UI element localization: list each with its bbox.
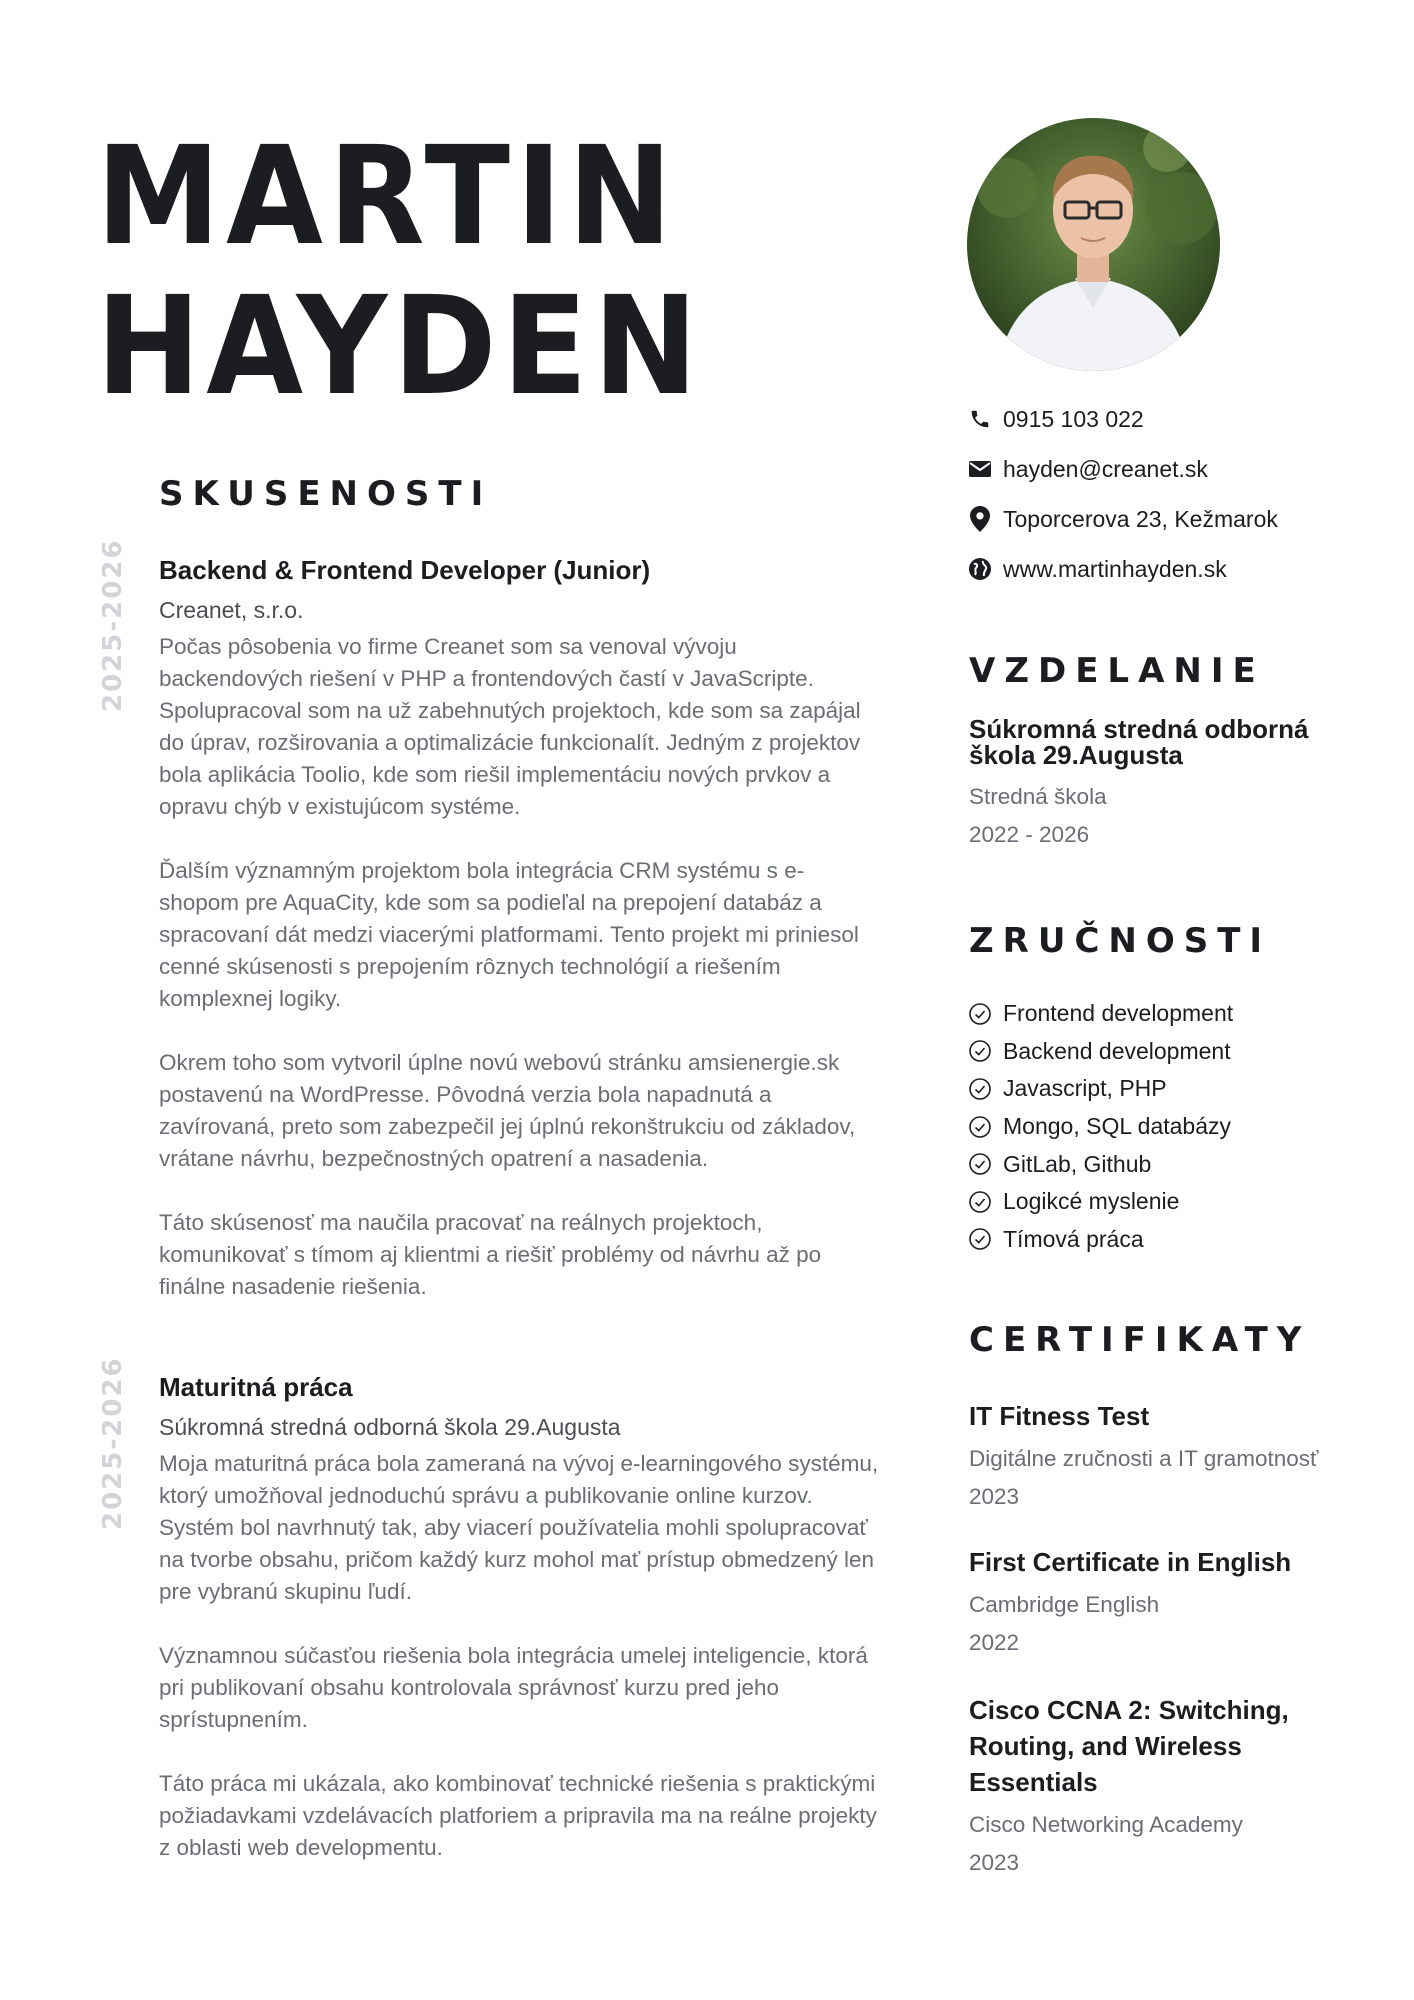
contact-email[interactable] xyxy=(967,444,1278,494)
job-years-1: 2025-2026 xyxy=(98,538,128,712)
certificate-year: 2023 xyxy=(969,1484,1020,1509)
certificate-title: Cisco CCNA 2: Switching, Routing, and Wireless Essentials xyxy=(969,1695,1289,1797)
email-address: hayden@creanet.sk xyxy=(1003,455,1208,482)
job-title: Maturitná práca xyxy=(159,1372,353,1402)
job-organization: Súkromná stredná odborná škola 29.Augusta xyxy=(159,1414,621,1440)
certificate-item xyxy=(969,1402,1369,1516)
job-description: Počas pôsobenia vo firme Creanet som sa venoval vývoju backendových riešení v PHP a frontendových častí v JavaScripte. Spolupracoval som na už zabehnutých projektoch, kde som sa zapájal do úprav, rozširovania a optimalizácie funkcionalít. Jedným z projektov bola aplikácia Toolio, kde som riešil implementáciu nových prvkov a opravu chýb v existujúcom systéme. xyxy=(159,634,861,819)
list-item xyxy=(967,1183,1233,1221)
first-name: MARTIN xyxy=(96,118,678,276)
certificate-year: 2022 xyxy=(969,1630,1020,1655)
phone-icon xyxy=(967,406,993,432)
certificate-title: First Certificate in English xyxy=(969,1547,1292,1577)
job-description: Táto práca mi ukázala, ako kombinovať technické riešenia s praktickými požiadavkami vzdelávacích platforiem a pripravila ma na reálne projekty z oblasti web developmentu. xyxy=(159,1771,877,1860)
person-name xyxy=(96,118,704,426)
contact-website[interactable] xyxy=(967,544,1278,594)
check-circle-icon xyxy=(967,1151,993,1177)
certificate-item xyxy=(969,1548,1369,1662)
list-item xyxy=(967,1221,1233,1259)
skill-label: Tímová práca xyxy=(1003,1225,1144,1252)
certificate-issuer: Cisco Networking Academy xyxy=(969,1812,1243,1837)
list-item xyxy=(967,1070,1233,1108)
list-item xyxy=(967,1033,1233,1071)
education-years: 2022 - 2026 xyxy=(969,822,1090,847)
job-years-2: 2025-2026 xyxy=(98,1356,128,1530)
list-item xyxy=(967,1108,1233,1146)
certificate-year: 2023 xyxy=(969,1850,1020,1875)
job-description: Ďalším významným projektom bola integrácia CRM systému s e-shopom pre AquaCity, kde som sa podieľal na prepojení databáz a spracovaní dát medzi viacerými platformami. Tento projekt mi priniesol cenné skúsenosti s prepojením rôznych technológií a riešením komplexnej logiky. xyxy=(159,858,859,1011)
check-circle-icon xyxy=(967,1189,993,1215)
address: Toporcerova 23, Kežmarok xyxy=(1003,505,1278,532)
website-url: www.martinhayden.sk xyxy=(1003,555,1227,582)
certificate-item xyxy=(969,1692,1349,1882)
check-circle-icon xyxy=(967,1114,993,1140)
skill-label: Javascript, PHP xyxy=(1003,1075,1167,1102)
phone-number: 0915 103 022 xyxy=(1003,405,1144,432)
last-name: HAYDEN xyxy=(96,268,704,426)
experience-item xyxy=(159,1370,879,1864)
skill-label: Mongo, SQL databázy xyxy=(1003,1113,1232,1140)
list-item xyxy=(967,1145,1233,1183)
profile-photo xyxy=(967,118,1220,371)
school-type: Stredná škola xyxy=(969,784,1107,809)
skill-label: Backend development xyxy=(1003,1037,1231,1064)
skill-label: Frontend development xyxy=(1003,1000,1234,1027)
mail-icon xyxy=(967,456,993,482)
job-description: Moja maturitná práca bola zameraná na vývoj e-learningového systému, ktorý umožňoval jednoduchú správu a publikovanie online kurzov. Systém bol navrhnutý tak, aby viacerí používatelia mohli spolupracovať na tvorbe obsahu, pričom každý kurz mohol mať prístup obmedzený len pre vybranú skupinu ľudí. xyxy=(159,1451,879,1604)
education-item xyxy=(969,716,1369,854)
certificate-issuer: Digitálne zručnosti a IT gramotnosť xyxy=(969,1446,1319,1471)
check-circle-icon xyxy=(967,1001,993,1027)
list-item xyxy=(967,995,1233,1033)
certificate-issuer: Cambridge English xyxy=(969,1592,1160,1617)
experience-item xyxy=(159,553,879,1303)
contact-list xyxy=(967,394,1278,594)
skill-label: Logikcé myslenie xyxy=(1003,1188,1180,1215)
skills-list xyxy=(967,995,1233,1258)
check-circle-icon xyxy=(967,1076,993,1102)
job-description: Významnou súčasťou riešenia bola integrácia umelej inteligencie, ktorá pri publikovaní obsahu kontrolovala správnosť kurzu pred jeho sprístupnením. xyxy=(159,1643,868,1732)
certificate-title: IT Fitness Test xyxy=(969,1401,1150,1431)
skill-label: GitLab, Github xyxy=(1003,1150,1152,1177)
certificates-heading: CERTIFIKATY xyxy=(969,1320,1311,1360)
globe-icon xyxy=(967,556,993,582)
job-organization: Creanet, s.r.o. xyxy=(159,597,304,623)
contact-phone[interactable] xyxy=(967,394,1278,444)
check-circle-icon xyxy=(967,1038,993,1064)
check-circle-icon xyxy=(967,1226,993,1252)
job-description: Okrem toho som vytvoril úplne novú webovú stránku amsienergie.sk postavenú na WordPresse. Pôvodná verzia bola napadnutá a zavírovaná, preto som zabezpečil jej úplnú rekonštrukciu od základov, vrátane návrhu, bezpečnostných opatrení a nasadenia. xyxy=(159,1050,856,1171)
skills-heading: ZRUČNOSTI xyxy=(969,921,1272,961)
school-name: Súkromná stredná odborná škola 29.Augusta xyxy=(969,714,1309,770)
job-description: Táto skúsenosť ma naučila pracovať na reálnych projektoch, komunikovať s tímom aj klientmi a riešiť problémy od návrhu až po finálne nasadenie riešenia. xyxy=(159,1210,822,1299)
location-pin-icon xyxy=(967,506,993,532)
job-title: Backend & Frontend Developer (Junior) xyxy=(159,555,651,585)
education-heading: VZDELANIE xyxy=(969,651,1265,691)
contact-address xyxy=(967,494,1278,544)
experience-heading: SKUSENOSTI xyxy=(159,474,493,514)
